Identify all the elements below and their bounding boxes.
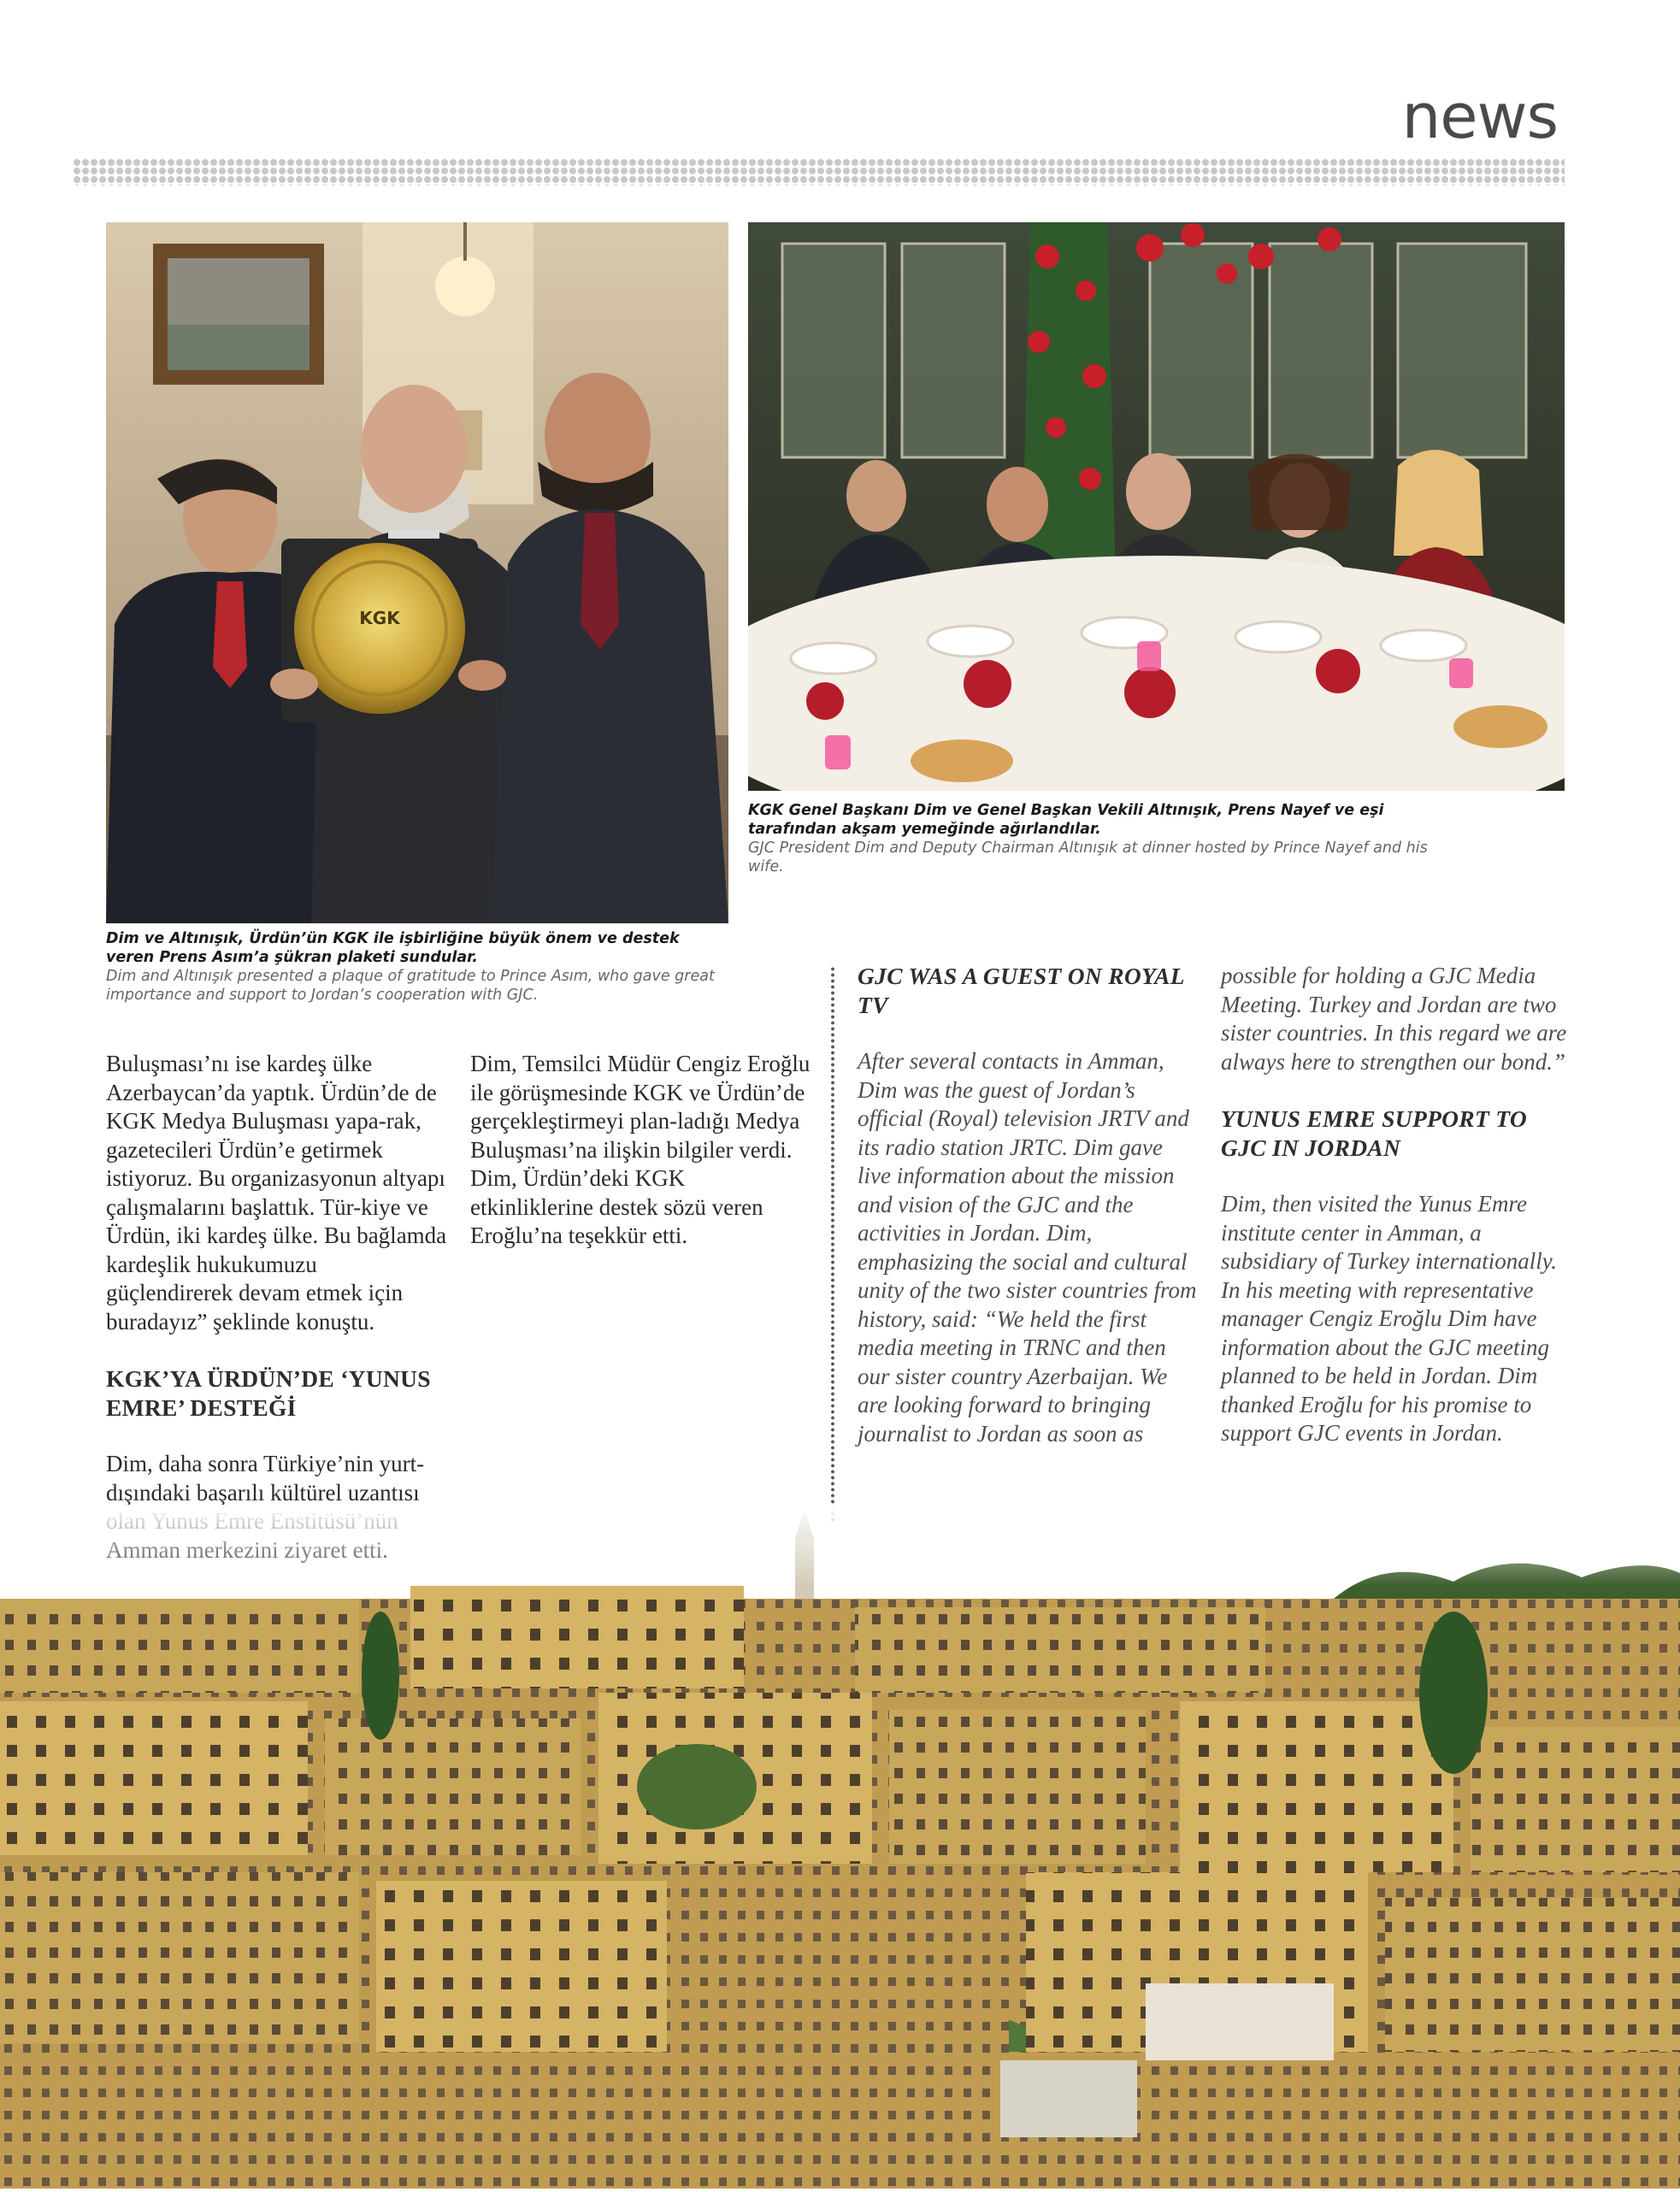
paragraph: Dim, daha sonra Türkiye’nin yurt-dışındaki başarılı kültürel uzantısı: [106, 1451, 425, 1506]
column-3: [858, 962, 1200, 1448]
dinner-table-photo-icon: [748, 222, 1565, 791]
paragraph: possible for holding a GJC Media Meeting. Turkey and Jordan are two sister countries. In this regard we are always here to strengthen our bond.”: [1221, 963, 1567, 1075]
dotted-rule: [73, 158, 1565, 186]
caption-dinner-en: GJC President Dim and Deputy Chairman Altınışık at dinner hosted by Prince Nayef and his wife.: [748, 840, 1428, 875]
photo-dinner: [748, 222, 1565, 791]
column-2: [470, 1050, 812, 1251]
heading-yunus-emre-tr: KGK’YA ÜRDÜN’DE ‘YUNUS EMRE’ DESTEĞİ: [106, 1365, 431, 1421]
caption-dinner: [748, 801, 1458, 876]
paragraph: Dim, then visited the Yunus Emre institute center in Amman, a subsidiary of Turkey internationally. In his meeting with representative manager Cengiz Eroğlu Dim have information about the GJC meeting planned to be held in Jordan. Dim thanked Eroğlu for his promise to support GJC events in Jordan.: [1221, 1191, 1557, 1446]
plaque-text: KGK: [359, 608, 400, 628]
caption-plaque-en: Dim and Altınışık presented a plaque of gratitude to Prince Asım, who gave great importance and support to Jordan’s cooperation with GJC.: [106, 968, 715, 1004]
caption-plaque: [106, 929, 722, 1005]
heading-yunus-emre-en: YUNUS EMRE SUPPORT TO GJC IN JORDAN: [1221, 1105, 1527, 1161]
column-4: [1221, 962, 1567, 1448]
column-1: [106, 1050, 448, 1564]
paragraph: Dim, Temsilci Müdür Cengiz Eroğlu ile görüşmesinde KGK ve Ürdün’de gerçekleştirmeyi plan-ladığı Medya Buluşması’na ilişkin bilgiler verdi. Dim, Ürdün’deki KGK etkinliklerine destek sözü veren Eroğlu’na teşekkür etti.: [470, 1051, 811, 1248]
amman-cityscape-image-icon: [0, 1505, 1680, 2189]
section-title: news: [1401, 80, 1558, 152]
paragraph: After several contacts in Amman, Dim was the guest of Jordan’s official (Royal) television JRTV and its radio station JRTC. Dim gave live information about the mission and vision of the GJC and the activities in Jordan. Dim, emphasizing the social and cultural unity of the two sister countries from history, said: “We held the first media meeting in TRNC and then our sister country Azerbaijan. We are looking forward to bringing journalist to Jordan as soon as: [858, 1048, 1197, 1447]
plaque-ceremony-photo-icon: [106, 222, 728, 923]
caption-plaque-tr: Dim ve Altınışık, Ürdün’ün KGK ile işbirliğine büyük önem ve destek veren Prens Asım’a şükran plaketi sundular.: [106, 930, 680, 966]
column-divider: [831, 966, 834, 1523]
paragraph: Buluşması’nı ise kardeş ülke Azerbaycan’da yaptık. Ürdün’de de KGK Medya Buluşması yapa-rak, gazetecileri Ürdün’e getirmek istiyoruz. Bu organizasyonun altyapı çalışmalarını başlattık. Tür-kiye ve Ürdün, iki kardeş ülke. Bu bağlamda kardeşlik hukukumuzu güçlendirerek devam etmek için buradayız” şeklinde konuştu.: [106, 1051, 447, 1335]
photo-plaque-presentation: [106, 222, 728, 923]
caption-dinner-tr: KGK Genel Başkanı Dim ve Genel Başkan Vekili Altınışık, Prens Nayef ve eşi tarafından akşam yemeğinde ağırlandılar.: [748, 802, 1384, 838]
heading-royal-tv: GJC WAS A GUEST ON ROYAL TV: [858, 963, 1184, 1018]
